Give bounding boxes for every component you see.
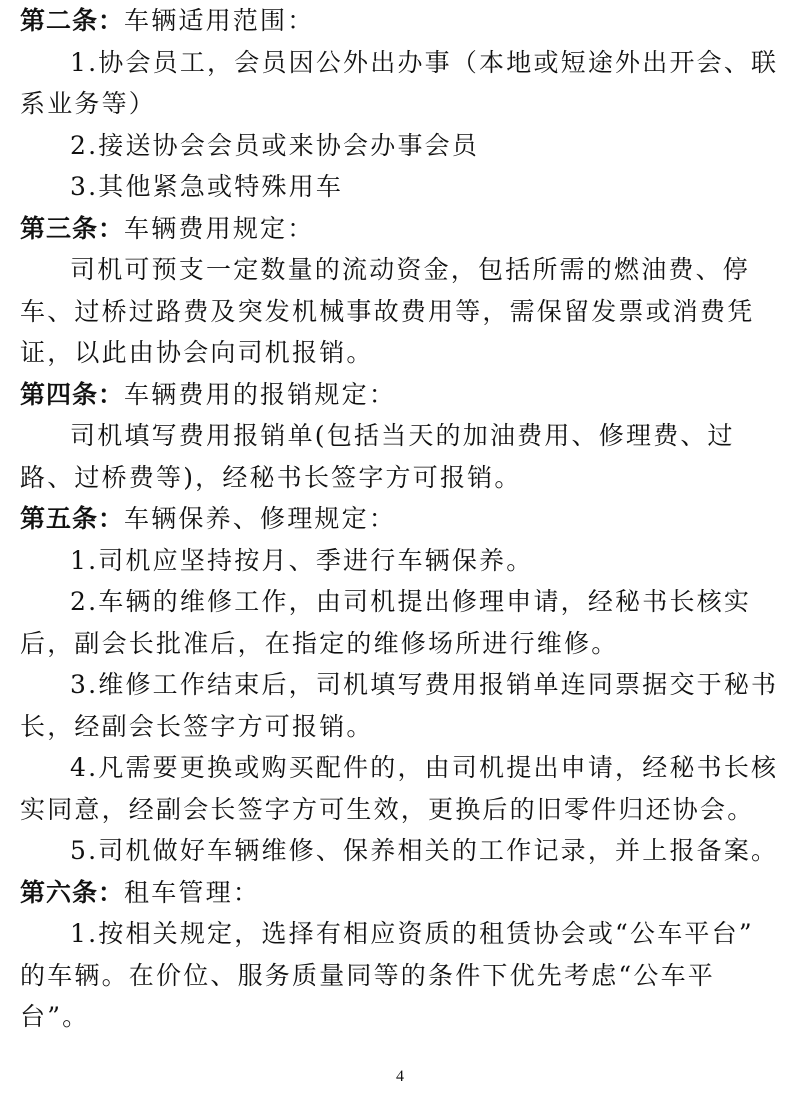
paragraph-line: 台”。: [20, 1002, 90, 1031]
section-heading: [20, 208, 782, 250]
page-number: 4: [396, 1068, 404, 1085]
section-heading: [20, 0, 782, 42]
section-heading: [20, 872, 782, 914]
section-title: 车辆保养、修理规定：: [124, 504, 397, 533]
section-heading: [20, 498, 782, 540]
paragraph-line: 的车辆。在价位、服务质量同等的条件下优先考虑“公车平: [20, 960, 715, 990]
section-label: 第五条：: [20, 504, 125, 533]
paragraph-line: 司机填写费用报销单(包括当天的加油费用、修理费、过: [70, 421, 735, 450]
paragraph-line: 车、过桥过路费及突发机械事故费用等，需保留发票或消费凭: [20, 296, 755, 326]
paragraph-line: 4.凡需要更换或购买配件的，由司机提出申请，经秘书长核: [70, 753, 779, 782]
paragraph-line: 司机可预支一定数量的流动资金，包括所需的燃油费、停: [70, 255, 751, 284]
paragraph-line: 3.其他紧急或特殊用车: [70, 172, 344, 201]
section-label: 第三条：: [20, 213, 125, 243]
paragraph-line: 3.维修工作结束后，司机填写费用报销单连同票据交于秘书: [70, 670, 779, 699]
paragraph-line: 2.车辆的维修工作，由司机提出修理申请，经秘书长核实: [70, 587, 752, 616]
document-page: [20, 0, 782, 1038]
paragraph-line: 系业务等）: [20, 89, 157, 118]
section-label: 第六条：: [20, 877, 125, 907]
section-label: 第四条：: [20, 379, 125, 409]
paragraph-line: 后，副会长批准后，在指定的维修场所进行维修。: [20, 628, 619, 658]
section-heading: [20, 374, 782, 416]
section-title: 车辆费用的报销规定：: [124, 379, 397, 409]
section-title: 车辆费用规定：: [124, 213, 315, 243]
paragraph-line: 1.协会员工，会员因公外出办事（本地或短途外出开会、联: [70, 47, 779, 77]
paragraph-line: 1.司机应坚持按月、季进行车辆保养。: [70, 545, 534, 575]
paragraph-line: 证，以此由协会向司机报销。: [20, 338, 374, 367]
paragraph-line: 路、过桥费等)，经秘书长签字方可报销。: [20, 462, 522, 492]
paragraph-line: 长，经副会长签字方可报销。: [20, 711, 374, 741]
section-label: 第二条：: [20, 6, 125, 35]
section-title: 车辆适用范围：: [124, 6, 315, 35]
paragraph-line: 2.接送协会会员或来协会办事会员: [70, 130, 480, 160]
paragraph-line: 1.按相关规定，选择有相应资质的租赁协会或“公车平台”: [70, 919, 754, 948]
section-title: 租车管理：: [124, 877, 261, 907]
paragraph-line: 实同意，经副会长签字方可生效，更换后的旧零件归还协会。: [20, 794, 755, 824]
paragraph-line: 5.司机做好车辆维修、保养相关的工作记录，并上报备案。: [70, 836, 779, 865]
